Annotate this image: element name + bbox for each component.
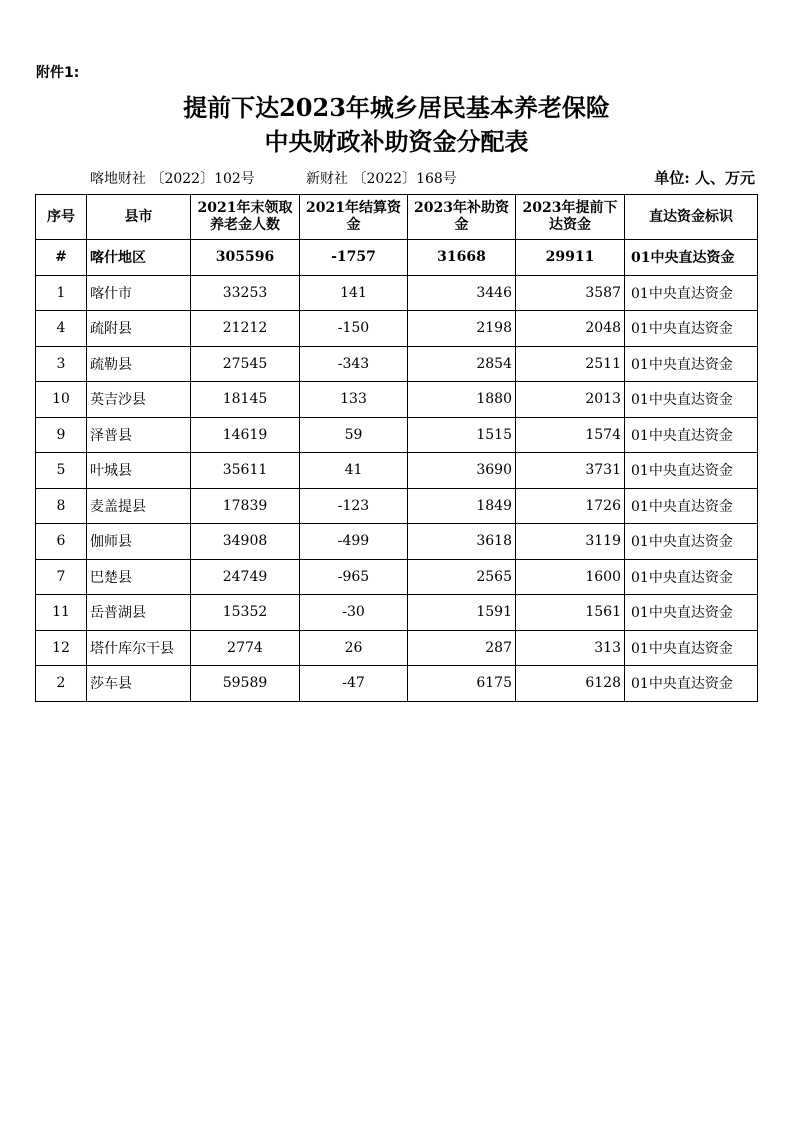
cell-county: 叶城县 xyxy=(87,453,191,489)
cell-idx: 3 xyxy=(36,346,87,382)
page-subtitle: 中央财政补助资金分配表 xyxy=(264,127,529,156)
cell-subsidy: 2854 xyxy=(408,346,516,382)
table-row xyxy=(36,666,758,702)
table-row xyxy=(36,275,758,311)
cell-settlement: -123 xyxy=(300,488,408,524)
cell-advance: 1726 xyxy=(516,488,625,524)
cell-idx: 5 xyxy=(36,453,87,489)
cell-advance: 3587 xyxy=(516,275,625,311)
cell-settlement: 133 xyxy=(300,382,408,418)
cell-settlement: -47 xyxy=(300,666,408,702)
attachment-label: 附件1: xyxy=(36,65,80,81)
cell-advance: 2013 xyxy=(516,382,625,418)
cell-county: 岳普湖县 xyxy=(87,595,191,631)
header-county: 县市 xyxy=(87,195,191,240)
cell-settlement: -150 xyxy=(300,311,408,347)
cell-subsidy: 1849 xyxy=(408,488,516,524)
cell-idx: 4 xyxy=(36,311,87,347)
table-row xyxy=(36,453,758,489)
cell-settlement: -343 xyxy=(300,346,408,382)
cell-recipients: 35611 xyxy=(191,453,300,489)
header-subsidy: 2023年补助资金 xyxy=(408,195,516,240)
page-title: 提前下达2023年城乡居民基本养老保险 xyxy=(183,93,610,122)
cell-county: 塔什库尔干县 xyxy=(87,630,191,666)
cell-idx: 6 xyxy=(36,524,87,560)
cell-settlement: -1757 xyxy=(300,240,408,276)
cell-subsidy: 1880 xyxy=(408,382,516,418)
cell-county: 巴楚县 xyxy=(87,559,191,595)
cell-tag: 01中央直达资金 xyxy=(625,382,758,418)
cell-recipients: 21212 xyxy=(191,311,300,347)
cell-settlement: -499 xyxy=(300,524,408,560)
cell-settlement: -965 xyxy=(300,559,408,595)
cell-subsidy: 31668 xyxy=(408,240,516,276)
cell-subsidy: 1515 xyxy=(408,417,516,453)
cell-subsidy: 2198 xyxy=(408,311,516,347)
cell-advance: 1574 xyxy=(516,417,625,453)
cell-tag: 01中央直达资金 xyxy=(625,630,758,666)
cell-county: 莎车县 xyxy=(87,666,191,702)
cell-advance: 29911 xyxy=(516,240,625,276)
table-row xyxy=(36,488,758,524)
table-row xyxy=(36,630,758,666)
header-settlement: 2021年结算资金 xyxy=(300,195,408,240)
cell-tag: 01中央直达资金 xyxy=(625,240,758,276)
cell-subsidy: 3690 xyxy=(408,453,516,489)
cell-subsidy: 2565 xyxy=(408,559,516,595)
cell-idx: 2 xyxy=(36,666,87,702)
cell-idx: 11 xyxy=(36,595,87,631)
table-row xyxy=(36,524,758,560)
cell-idx: 10 xyxy=(36,382,87,418)
cell-advance: 3119 xyxy=(516,524,625,560)
cell-settlement: 26 xyxy=(300,630,408,666)
cell-advance: 313 xyxy=(516,630,625,666)
cell-recipients: 2774 xyxy=(191,630,300,666)
allocation-table xyxy=(35,194,758,702)
cell-tag: 01中央直达资金 xyxy=(625,453,758,489)
header-idx: 序号 xyxy=(36,195,87,240)
cell-county: 喀什市 xyxy=(87,275,191,311)
cell-subsidy: 1591 xyxy=(408,595,516,631)
cell-settlement: -30 xyxy=(300,595,408,631)
cell-county: 英吉沙县 xyxy=(87,382,191,418)
cell-county: 喀什地区 xyxy=(87,240,191,276)
cell-recipients: 17839 xyxy=(191,488,300,524)
table-row xyxy=(36,595,758,631)
cell-idx: 7 xyxy=(36,559,87,595)
cell-tag: 01中央直达资金 xyxy=(625,488,758,524)
cell-settlement: 41 xyxy=(300,453,408,489)
cell-county: 麦盖提县 xyxy=(87,488,191,524)
cell-county: 疏附县 xyxy=(87,311,191,347)
table-row xyxy=(36,417,758,453)
unit-label: 单位: 人、万元 xyxy=(654,169,755,187)
cell-subsidy: 3618 xyxy=(408,524,516,560)
cell-tag: 01中央直达资金 xyxy=(625,666,758,702)
cell-advance: 1561 xyxy=(516,595,625,631)
header-recipients: 2021年末领取养老金人数 xyxy=(191,195,300,240)
cell-recipients: 33253 xyxy=(191,275,300,311)
header-row xyxy=(36,195,758,240)
cell-recipients: 27545 xyxy=(191,346,300,382)
cell-settlement: 59 xyxy=(300,417,408,453)
cell-settlement: 141 xyxy=(300,275,408,311)
cell-idx: # xyxy=(36,240,87,276)
cell-recipients: 59589 xyxy=(191,666,300,702)
cell-recipients: 34908 xyxy=(191,524,300,560)
cell-idx: 1 xyxy=(36,275,87,311)
cell-tag: 01中央直达资金 xyxy=(625,524,758,560)
cell-county: 伽师县 xyxy=(87,524,191,560)
cell-recipients: 24749 xyxy=(191,559,300,595)
table-row xyxy=(36,382,758,418)
document-number-kashgar: 喀地财社 〔2022〕102号 xyxy=(90,171,255,187)
cell-advance: 3731 xyxy=(516,453,625,489)
cell-tag: 01中央直达资金 xyxy=(625,595,758,631)
cell-subsidy: 287 xyxy=(408,630,516,666)
cell-tag: 01中央直达资金 xyxy=(625,559,758,595)
cell-county: 泽普县 xyxy=(87,417,191,453)
cell-idx: 8 xyxy=(36,488,87,524)
cell-tag: 01中央直达资金 xyxy=(625,417,758,453)
table-row xyxy=(36,311,758,347)
cell-recipients: 18145 xyxy=(191,382,300,418)
cell-advance: 1600 xyxy=(516,559,625,595)
total-row xyxy=(36,240,758,276)
cell-tag: 01中央直达资金 xyxy=(625,275,758,311)
cell-tag: 01中央直达资金 xyxy=(625,346,758,382)
cell-county: 疏勒县 xyxy=(87,346,191,382)
cell-subsidy: 3446 xyxy=(408,275,516,311)
cell-idx: 9 xyxy=(36,417,87,453)
cell-idx: 12 xyxy=(36,630,87,666)
cell-advance: 2511 xyxy=(516,346,625,382)
cell-recipients: 15352 xyxy=(191,595,300,631)
table-row xyxy=(36,346,758,382)
cell-recipients: 305596 xyxy=(191,240,300,276)
cell-subsidy: 6175 xyxy=(408,666,516,702)
cell-advance: 6128 xyxy=(516,666,625,702)
cell-advance: 2048 xyxy=(516,311,625,347)
table-row xyxy=(36,559,758,595)
cell-tag: 01中央直达资金 xyxy=(625,311,758,347)
cell-recipients: 14619 xyxy=(191,417,300,453)
header-advance: 2023年提前下达资金 xyxy=(516,195,625,240)
document-number-xinjiang: 新财社 〔2022〕168号 xyxy=(306,171,457,187)
header-tag: 直达资金标识 xyxy=(625,195,758,240)
